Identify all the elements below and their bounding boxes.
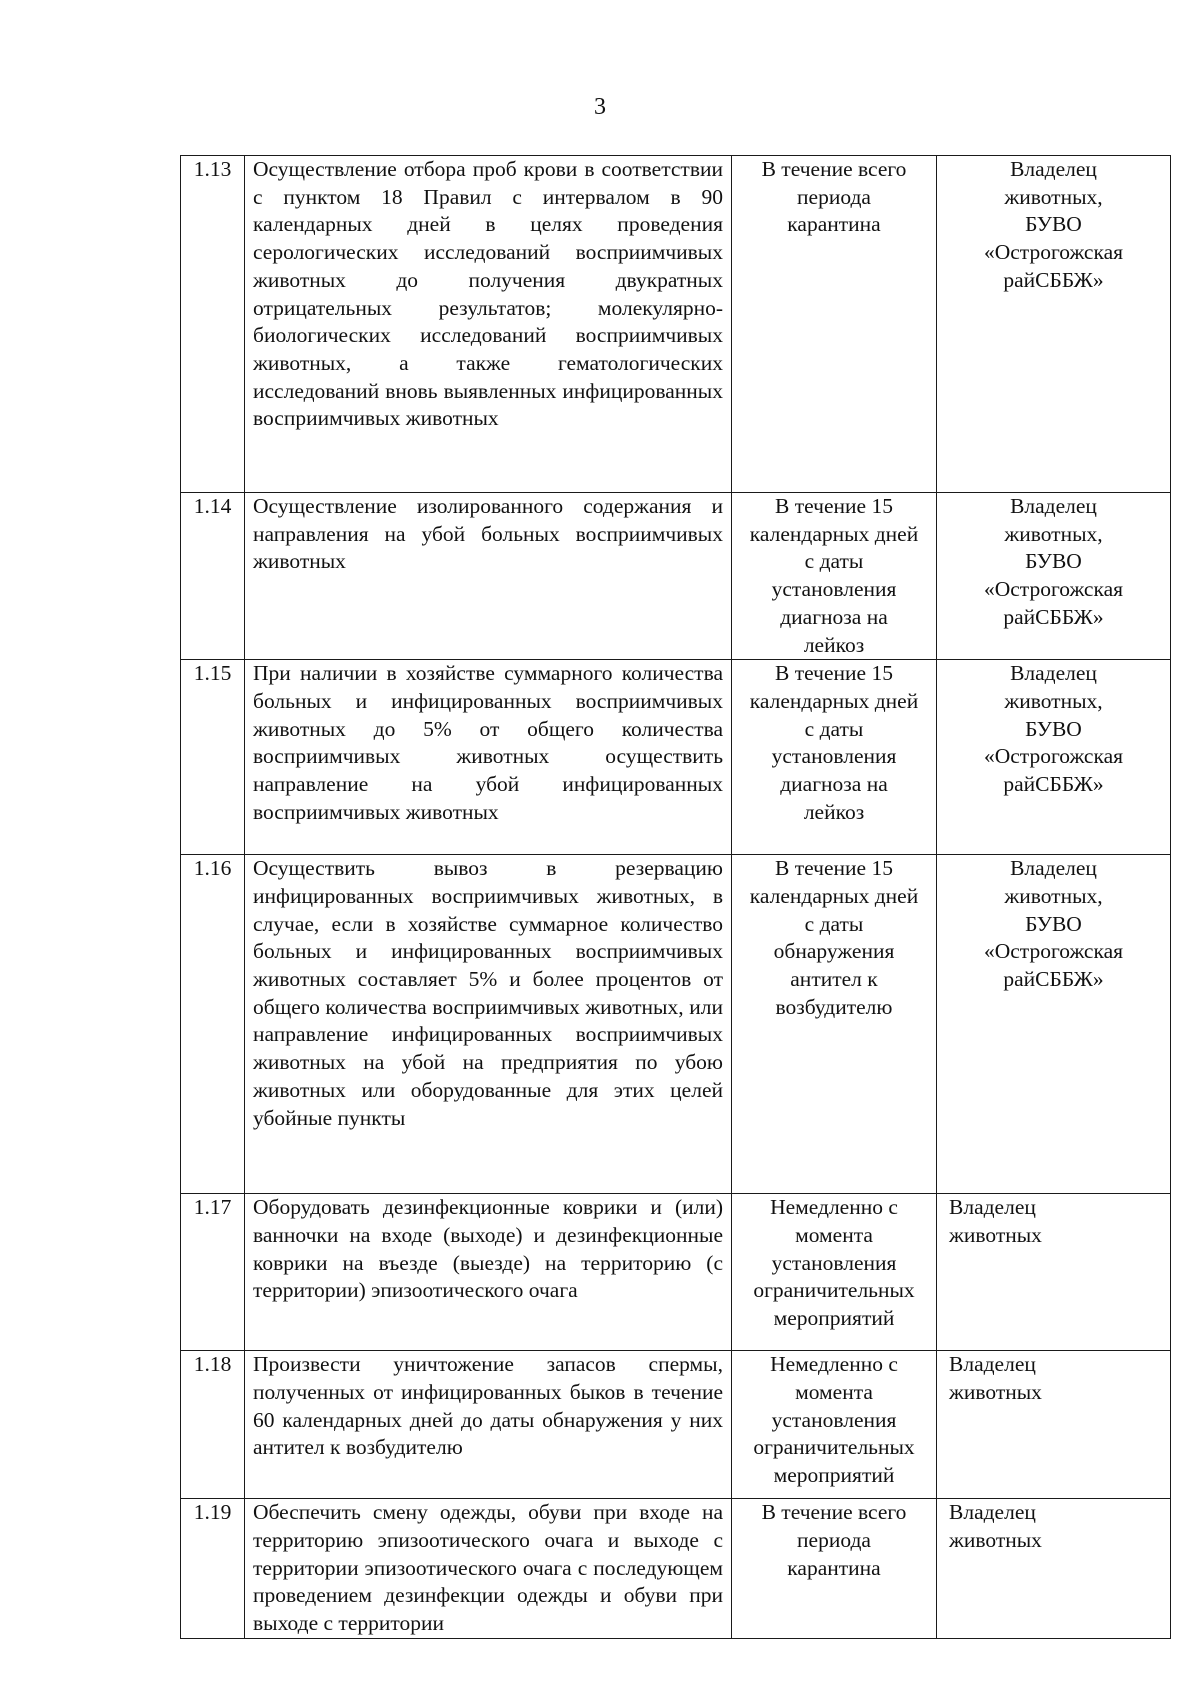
responsible-line: Владелец <box>1010 856 1097 881</box>
responsible-cell <box>937 493 1171 660</box>
term-cell <box>732 493 937 660</box>
responsible-line: животных, <box>1004 521 1103 546</box>
responsible-line: «Острогожская <box>983 240 1124 265</box>
responsible-line: БУВО <box>1025 716 1082 741</box>
term-line: момента <box>795 1379 873 1404</box>
term-line: периода <box>797 184 871 209</box>
measure-cell: Осуществление изолированного содержания и направления на убой больных восприимчивых животных <box>245 493 732 660</box>
row-number-cell: 1.14 <box>181 493 245 660</box>
responsible-cell <box>937 156 1171 493</box>
row-number-cell: 1.18 <box>181 1351 245 1499</box>
term-line: календарных дней <box>749 688 919 713</box>
term-line: В течение 15 <box>775 494 893 518</box>
term-line: Немедленно с <box>770 1352 898 1377</box>
term-line: карантина <box>787 212 881 237</box>
table-row <box>181 1499 1171 1639</box>
term-cell <box>732 156 937 493</box>
responsible-line: «Острогожская <box>983 939 1124 964</box>
measure-cell: Осуществление отбора проб крови в соответствии с пунктом 18 Правил с интервалом в 90 календарных дней в целях проведения серологических исследований восприимчивых животных до получения двукратных отрицательных результатов; молекулярно-биологических исследований восприимчивых животных, а также гематологических исследований вновь выявленных инфицированных восприимчивых животных <box>245 156 732 493</box>
responsible-line: Владелец <box>949 1352 1036 1377</box>
responsible-line: райСББЖ» <box>1003 772 1104 797</box>
measure-cell: Обеспечить смену одежды, обуви при входе на территорию эпизоотического очага и выходе с территории эпизоотического очага с последующем проведением дезинфекции одежды и обуви при выходе с территории <box>245 1499 732 1639</box>
term-line: периода <box>797 1527 871 1552</box>
table-row <box>181 156 1171 493</box>
term-line: установления <box>771 1407 897 1432</box>
responsible-line: Владелец <box>949 1500 1036 1525</box>
responsible-line: Владелец <box>1010 661 1097 686</box>
measure-cell: При наличии в хозяйстве суммарного количества больных и инфицированных восприимчивых животных до 5% от общего количества восприимчивых животных осуществить направление на убой инфицированных восприимчивых животных <box>245 660 732 855</box>
responsible-line: БУВО <box>1025 911 1082 936</box>
responsible-line: животных <box>949 1379 1042 1404</box>
responsible-cell <box>937 1194 1171 1351</box>
term-line: ограничительных <box>753 1435 915 1460</box>
row-number-cell: 1.19 <box>181 1499 245 1639</box>
responsible-line: райСББЖ» <box>1003 967 1104 992</box>
responsible-line: райСББЖ» <box>1003 604 1104 629</box>
responsible-line: животных <box>949 1222 1042 1247</box>
responsible-cell <box>937 1499 1171 1639</box>
term-line: с даты <box>804 716 864 741</box>
row-number-cell: 1.17 <box>181 1194 245 1351</box>
responsible-line: Владелец <box>1010 494 1097 518</box>
term-line: мероприятий <box>773 1463 895 1488</box>
term-line: установления <box>771 744 897 769</box>
term-cell <box>732 855 937 1194</box>
term-line: В течение 15 <box>775 856 893 881</box>
responsible-line: животных <box>949 1527 1042 1552</box>
term-line: карантина <box>787 1555 881 1580</box>
term-line: мероприятий <box>773 1306 895 1331</box>
term-line: лейкоз <box>803 632 865 657</box>
responsible-line: животных, <box>1004 688 1103 713</box>
term-line: установления <box>771 1250 897 1275</box>
table-row <box>181 660 1171 855</box>
term-line: возбудителю <box>775 994 893 1019</box>
responsible-line: «Острогожская <box>983 744 1124 769</box>
row-number-cell: 1.15 <box>181 660 245 855</box>
term-line: момента <box>795 1222 873 1247</box>
term-line: диагноза на <box>780 772 888 797</box>
table-row <box>181 1351 1171 1499</box>
term-cell <box>732 1194 937 1351</box>
responsible-line: БУВО <box>1025 549 1082 574</box>
responsible-line: Владелец <box>1010 157 1097 181</box>
measures-table-body <box>181 156 1171 1639</box>
term-cell <box>732 1351 937 1499</box>
responsible-line: «Острогожская <box>983 577 1124 602</box>
responsible-line: животных, <box>1004 883 1103 908</box>
term-line: с даты <box>804 911 864 936</box>
responsible-line: БУВО <box>1025 212 1082 237</box>
page-number: 3 <box>594 94 606 120</box>
responsible-line: животных, <box>1004 184 1103 209</box>
responsible-line: райСББЖ» <box>1003 267 1104 292</box>
row-number-cell: 1.16 <box>181 855 245 1194</box>
term-line: с даты <box>804 549 864 574</box>
term-line: календарных дней <box>749 521 919 546</box>
term-line: обнаружения <box>773 939 895 964</box>
measure-cell: Осуществить вывоз в резервацию инфицированных восприимчивых животных, в случае, если в хозяйстве суммарное количество больных и инфицированных восприимчивых животных составляет 5% и более процентов от общего количества восприимчивых животных, или направление инфицированных восприимчивых животных на убой на предприятия по убою животных или оборудованные для этих целей убойные пункты <box>245 855 732 1194</box>
measure-cell: Произвести уничтожение запасов спермы, полученных от инфицированных быков в течение 60 календарных дней до даты обнаружения у них антител к возбудителю <box>245 1351 732 1499</box>
row-number-cell: 1.13 <box>181 156 245 493</box>
term-line: диагноза на <box>780 604 888 629</box>
term-line: лейкоз <box>803 799 865 824</box>
term-line: установления <box>771 577 897 602</box>
term-line: ограничительных <box>753 1278 915 1303</box>
table-row <box>181 1194 1171 1351</box>
term-line: календарных дней <box>749 883 919 908</box>
table-row <box>181 493 1171 660</box>
table-row <box>181 855 1171 1194</box>
term-line: В течение 15 <box>775 661 893 686</box>
term-cell <box>732 660 937 855</box>
term-line: В течение всего <box>761 157 907 181</box>
measure-cell: Оборудовать дезинфекционные коврики и (или) ванночки на входе (выходе) и дезинфекционные коврики на въезде (выезде) на территорию (с территории) эпизоотического очага <box>245 1194 732 1351</box>
responsible-line: Владелец <box>949 1195 1036 1220</box>
responsible-cell <box>937 660 1171 855</box>
measures-table <box>180 155 1171 1639</box>
responsible-cell <box>937 1351 1171 1499</box>
term-line: В течение всего <box>761 1500 907 1525</box>
term-line: антител к <box>790 967 878 992</box>
term-cell <box>732 1499 937 1639</box>
term-line: Немедленно с <box>770 1195 898 1220</box>
responsible-cell <box>937 855 1171 1194</box>
